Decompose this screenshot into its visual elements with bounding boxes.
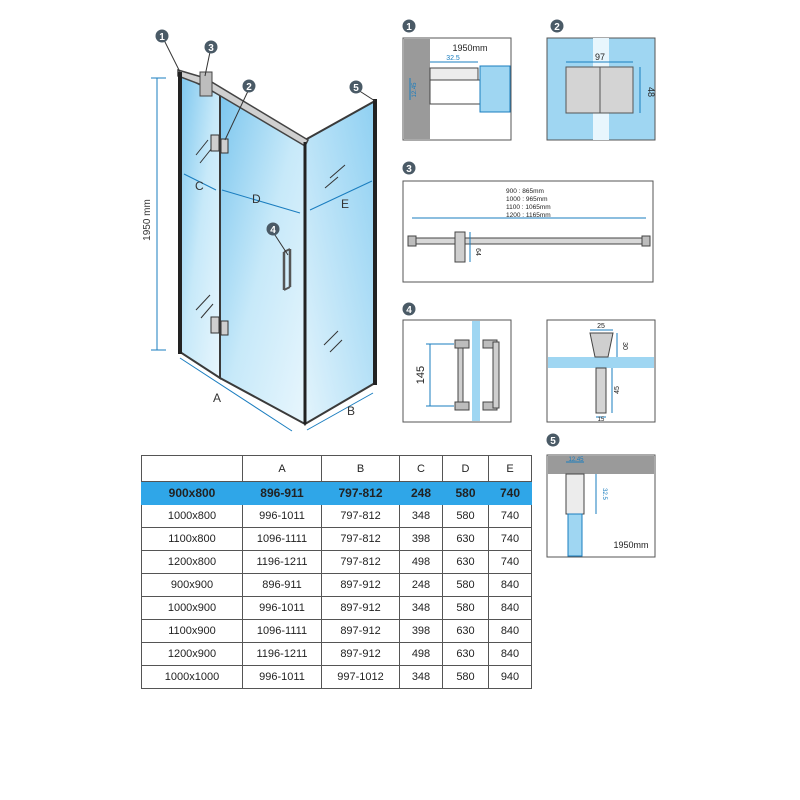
table-header-cell: B xyxy=(322,456,400,482)
height-dimension-label: 1950 mm xyxy=(142,199,153,241)
svg-text:2: 2 xyxy=(246,82,252,93)
table-cell: 580 xyxy=(443,574,489,597)
detail-3-stabilizer xyxy=(403,162,654,283)
table-cell: 348 xyxy=(400,505,443,528)
table-cell: 398 xyxy=(400,528,443,551)
table-cell: 248 xyxy=(400,574,443,597)
table-cell: 996-1011 xyxy=(243,505,322,528)
detail4b-lower-label: 45 xyxy=(614,386,621,394)
table-cell: 897-912 xyxy=(322,597,400,620)
table-cell: 740 xyxy=(489,551,532,574)
table-cell: 996-1011 xyxy=(243,597,322,620)
table-cell: 580 xyxy=(443,482,489,505)
table-cell: 897-912 xyxy=(322,643,400,666)
table-cell: 1200x900 xyxy=(142,643,243,666)
table-cell: 630 xyxy=(443,643,489,666)
detail4b-mid-label: 30 xyxy=(621,342,628,350)
table-cell: 580 xyxy=(443,597,489,620)
table-cell: 740 xyxy=(489,505,532,528)
svg-text:1: 1 xyxy=(159,32,165,43)
table-cell: 630 xyxy=(443,620,489,643)
dim-label-a: A xyxy=(213,391,222,405)
table-cell: 797-812 xyxy=(322,505,400,528)
table-cell: 797-812 xyxy=(322,482,400,505)
dim-label-c: C xyxy=(195,179,204,193)
table-row xyxy=(142,528,532,551)
table-cell: 797-812 xyxy=(322,528,400,551)
table-cell: 1096-1111 xyxy=(243,528,322,551)
table-cell: 900x800 xyxy=(142,482,243,505)
table-row xyxy=(142,597,532,620)
table-header-cell: A xyxy=(243,456,322,482)
table-cell: 840 xyxy=(489,643,532,666)
detail5-height-label: 1950mm xyxy=(613,540,649,550)
side-glass-panel xyxy=(305,101,375,424)
table-cell: 1000x1000 xyxy=(142,666,243,689)
table-cell: 997-1012 xyxy=(322,666,400,689)
table-cell: 1096-1111 xyxy=(243,620,322,643)
detail2-height-label: 48 xyxy=(646,86,656,98)
table-row xyxy=(142,574,532,597)
table-cell: 580 xyxy=(443,505,489,528)
table-cell: 897-912 xyxy=(322,574,400,597)
table-header-row xyxy=(142,456,532,482)
table-row xyxy=(142,620,532,643)
svg-text:1: 1 xyxy=(406,22,412,33)
table-cell: 1200x800 xyxy=(142,551,243,574)
table-cell: 896-911 xyxy=(243,482,322,505)
detail5-width-label: 12.45 xyxy=(568,457,584,463)
table-cell: 1100x900 xyxy=(142,620,243,643)
detail2-width-label: 97 xyxy=(594,52,606,62)
detail-4-handle xyxy=(403,303,512,423)
table-row xyxy=(142,666,532,689)
detail-5-side-profile xyxy=(547,434,656,558)
table-header-cell: C xyxy=(400,456,443,482)
table-cell: 1100x800 xyxy=(142,528,243,551)
table-cell: 940 xyxy=(489,666,532,689)
svg-text:5: 5 xyxy=(353,83,359,94)
table-cell: 1196-1211 xyxy=(243,551,322,574)
table-cell: 797-812 xyxy=(322,551,400,574)
door-glass-panel xyxy=(220,95,305,424)
dimension-table xyxy=(141,455,532,689)
table-header-cell: E xyxy=(489,456,532,482)
table-cell: 1196-1211 xyxy=(243,643,322,666)
table-cell: 348 xyxy=(400,597,443,620)
detail3-length-2: 1100 : 1065mm xyxy=(506,204,551,211)
table-cell: 740 xyxy=(489,482,532,505)
table-cell: 840 xyxy=(489,574,532,597)
table-cell: 498 xyxy=(400,551,443,574)
table-cell: 897-912 xyxy=(322,620,400,643)
table-cell: 630 xyxy=(443,528,489,551)
table-cell: 840 xyxy=(489,620,532,643)
table-cell: 896-911 xyxy=(243,574,322,597)
detail4b-top-label: 25 xyxy=(597,323,605,330)
table-cell: 840 xyxy=(489,597,532,620)
svg-text:3: 3 xyxy=(208,43,214,54)
svg-text:4: 4 xyxy=(270,225,276,236)
dim-label-b: B xyxy=(347,404,356,418)
detail-1-wall-profile xyxy=(403,20,512,141)
detail1-depth-label: 12.45 xyxy=(412,82,418,98)
dim-label-e: E xyxy=(341,197,350,211)
table-cell: 740 xyxy=(489,528,532,551)
table-header-cell: D xyxy=(443,456,489,482)
table-header-cell xyxy=(142,456,243,482)
table-cell: 1000x900 xyxy=(142,597,243,620)
table-cell: 398 xyxy=(400,620,443,643)
svg-text:4: 4 xyxy=(406,305,412,316)
detail1-width-label: 32.5 xyxy=(446,55,460,62)
table-cell: 1000x800 xyxy=(142,505,243,528)
detail5-depth-label: 32.5 xyxy=(601,488,607,500)
detail3-length-0: 900 : 865mm xyxy=(506,188,544,195)
detail3-length-3: 1200 : 1165mm xyxy=(506,212,551,219)
table-cell: 498 xyxy=(400,643,443,666)
table-cell: 580 xyxy=(443,666,489,689)
table-cell: 348 xyxy=(400,666,443,689)
table-row xyxy=(142,551,532,574)
svg-text:5: 5 xyxy=(550,436,556,447)
detail-2-hinge xyxy=(547,20,656,141)
table-row xyxy=(142,482,532,505)
detail1-height-label: 1950mm xyxy=(452,43,488,53)
table-row xyxy=(142,643,532,666)
svg-text:2: 2 xyxy=(554,22,560,33)
table-cell: 248 xyxy=(400,482,443,505)
detail-4-handle-knob xyxy=(547,320,655,423)
detail4b-bottom-label: 15 xyxy=(597,417,605,423)
table-cell: 900x900 xyxy=(142,574,243,597)
table-cell: 996-1011 xyxy=(243,666,322,689)
detail3-height-label: 64 xyxy=(474,248,481,256)
table-row xyxy=(142,505,532,528)
dim-label-d: D xyxy=(252,192,261,206)
detail3-length-1: 1000 : 965mm xyxy=(506,196,548,203)
svg-text:3: 3 xyxy=(406,164,412,175)
table-cell: 630 xyxy=(443,551,489,574)
detail4a-height-label: 145 xyxy=(415,365,427,385)
